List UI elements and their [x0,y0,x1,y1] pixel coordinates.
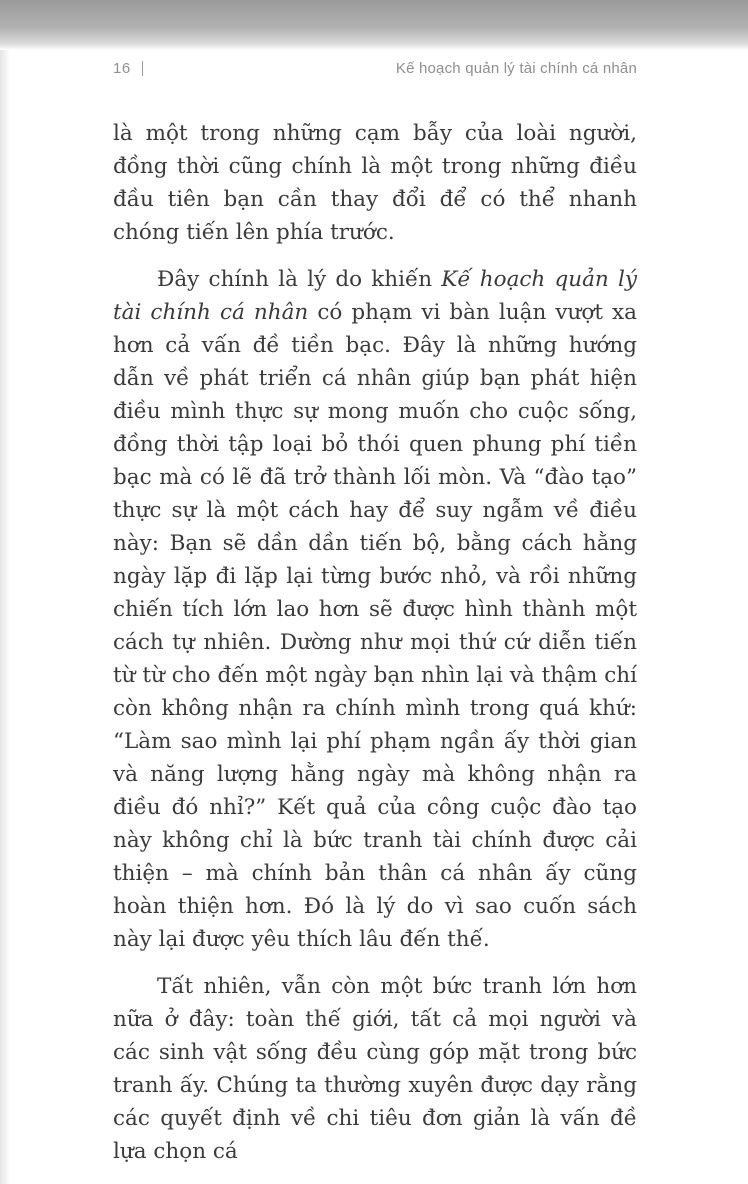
paragraph-3 [113,970,637,1168]
paragraph-3-text: Tất nhiên, vẫn còn một bức tranh lớn hơn nữa ở đây: toàn thế giới, tất cả mọi người và các sinh vật sống đều cùng góp mặt trong bức tranh ấy. Chúng ta thường xuyên được dạy rằng các quyết định về chi tiêu đơn giản là vấn đề lựa chọn cá [113,974,637,1164]
running-title: Kế hoạch quản lý tài chính cá nhân [395,60,637,77]
page-number: 16 [113,60,131,77]
scan-edge-top [0,0,748,50]
paragraph-2-text-rest: có phạm vi bàn luận vượt xa hơn cả vấn đề tiền bạc. Đây là những hướng dẫn về phát triển cá nhân giúp bạn phát hiện điều mình thực sự mong muốn cho cuộc sống, đồng thời tập loại bỏ thói quen phung phí tiền bạc mà có lẽ đã trở thành lối mòn. Và “đào tạo” thực sự là một cách hay để suy ngẫm về điều này: Bạn sẽ dần dần tiến bộ, bằng cách hằng ngày lặp đi lặp lại từng bước nhỏ, và rồi những chiến tích lớn lao hơn sẽ được hình thành một cách tự nhiên. Dường như mọi thứ cứ diễn tiến từ từ cho đến một ngày bạn nhìn lại và thậm chí còn không nhận ra chính mình trong quá khứ: “Làm sao mình lại phí phạm ngần ấy thời gian và năng lượng hằng ngày mà không nhận ra điều đó nhỉ?” Kết quả của công cuộc đào tạo này không chỉ là bức tranh tài chính được cải thiện – mà chính bản thân cá nhân ấy cũng hoàn thiện hơn. Đó là lý do vì sao cuốn sách này lại được yêu thích lâu đến thế. [113,300,638,952]
paragraph-1-text: là một trong những cạm bẫy của loài người, đồng thời cũng chính là một trong những điều đầu tiên bạn cần thay đổi để có thể nhanh chóng tiến lên phía trước. [113,121,637,245]
paragraph-2 [113,263,637,956]
book-title-italic: Kế hoạch quản lý tài chính cá nhân [113,267,637,325]
header-divider [142,61,144,76]
book-page [113,60,637,1182]
scan-edge-left [0,50,10,1184]
paragraph-2-text-lead: Đây chính là lý do khiến [157,267,442,292]
page-header-left [113,60,143,77]
page-header [113,60,637,77]
body-text [113,117,637,1168]
paragraph-1 [113,117,637,249]
